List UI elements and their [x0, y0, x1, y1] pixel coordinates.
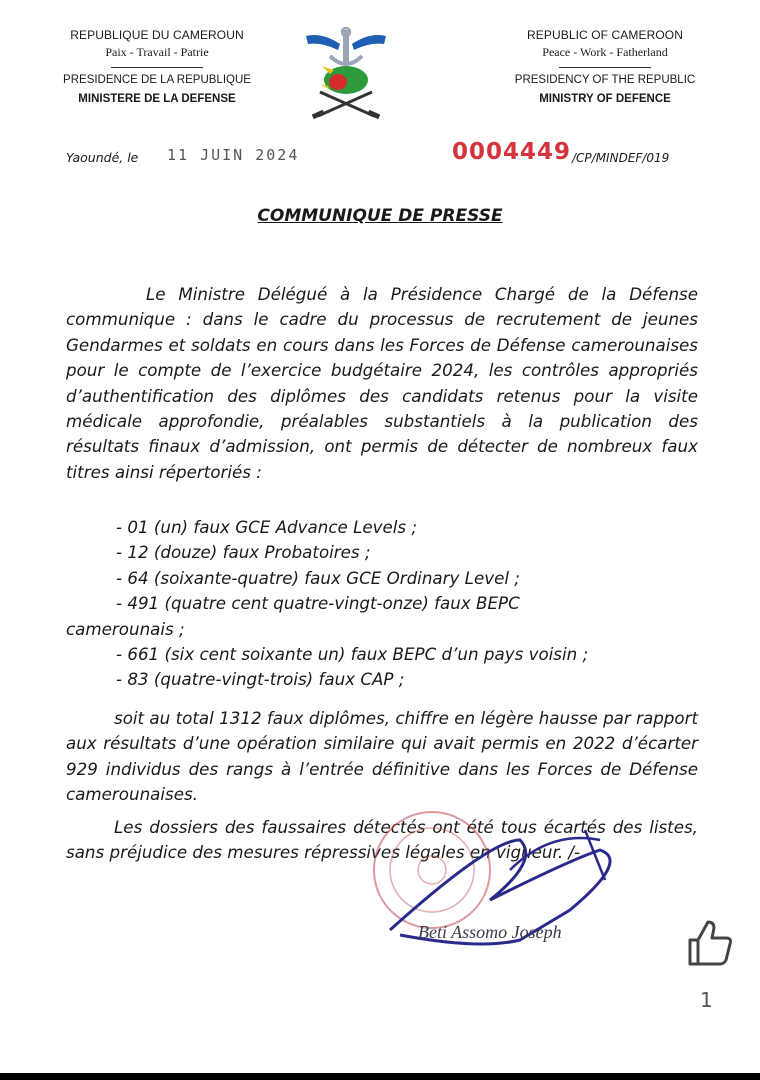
home-indicator-bar	[0, 1073, 760, 1080]
ministry-en: MINISTRY OF DEFENCE	[539, 93, 671, 105]
closing-paragraph: Les dossiers des faussaires détectés ont été tous écartés des listes, sans préjudice des mesures répressives légales en vigueur. /-	[66, 817, 698, 863]
list-item: - 01 (un) faux GCE Advance Levels ;	[116, 517, 418, 537]
fake-diplomas-list	[66, 515, 698, 693]
total-paragraph: soit au total 1312 faux diplômes, chiffre en légère hausse par rapport aux résultats d’une opération similaire qui avait permis en 2022 d’écarter 929 individus des rangs à l’entrée définitive dans les Forces de Défense camerounaises.	[66, 708, 698, 805]
header-left-block	[52, 28, 262, 105]
reference-suffix: /CP/MINDEF/019	[572, 151, 670, 165]
list-item: - 12 (douze) faux Probatoires ;	[116, 542, 371, 563]
defence-ministry-emblem-icon	[300, 26, 392, 122]
motto-fr: Paix - Travail - Patrie	[105, 45, 209, 59]
page-counter: 1	[700, 988, 713, 1012]
office-en: PRESIDENCY OF THE REPUBLIC	[514, 74, 696, 86]
country-fr: REPUBLIQUE DU CAMEROUN	[70, 28, 244, 42]
list-item: - 83 (quatre-vingt-trois) faux CAP ;	[116, 669, 405, 690]
list-item: - 491 (quatre cent quatre-vingt-onze) faux BEPC	[116, 593, 520, 614]
reference-number: 0004449	[452, 139, 572, 165]
signatory-name: Beti Assomo Joseph	[418, 922, 562, 942]
header-right-block	[500, 28, 710, 105]
header-divider	[111, 67, 203, 68]
date-stamp: 11 JUIN 2024	[167, 146, 300, 164]
header-divider	[559, 67, 651, 68]
intro-paragraph: Le Ministre Délégué à la Présidence Chargé de la Défense communique : dans le cadre du processus de recrutement de jeunes Gendarmes et soldats en cours dans les Forces de Défense camerounaises pour le compte de l’exercice budgétaire 2024, les contrôles appropriés d’authentification des diplômes des candidats retenus pour la visite médicale approfondie, préalables substantiels à la publication des résultats finaux d’admission, ont permis de détecter de nombreux faux titres ainsi répertoriés :	[66, 284, 698, 482]
country-en: REPUBLIC OF CAMEROON	[526, 28, 684, 42]
thumbs-up-icon[interactable]	[680, 916, 736, 970]
list-item: - 661 (six cent soixante un) faux BEPC d’un pays voisin ;	[116, 644, 589, 665]
place-label: Yaoundé, le	[66, 150, 139, 165]
motto-en: Peace - Work - Fatherland	[542, 45, 668, 59]
office-fr: PRESIDENCE DE LA REPUBLIQUE	[63, 74, 251, 86]
ministry-fr: MINISTERE DE LA DEFENSE	[78, 93, 236, 105]
list-item: - 64 (soixante-quatre) faux GCE Ordinary Level ;	[116, 567, 520, 588]
official-stamp-and-signature	[370, 800, 710, 970]
document-title: COMMUNIQUE DE PRESSE	[257, 206, 503, 226]
list-item-continuation: camerounais ;	[66, 618, 185, 639]
